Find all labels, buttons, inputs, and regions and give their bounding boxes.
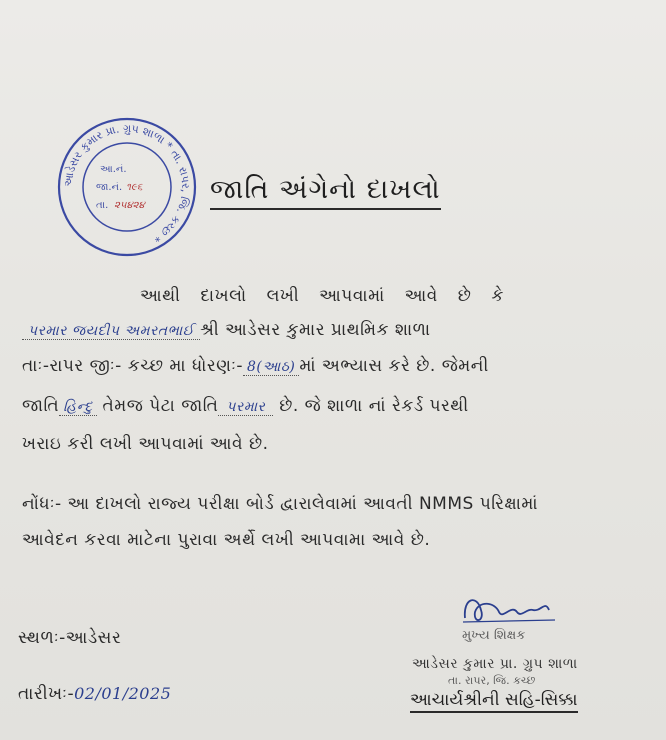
caste-label: જાતિ (22, 396, 60, 416)
std-value: 8(આઠ) (243, 359, 299, 376)
taluka-text: તાઃ-રાપર જીઃ- કચ્છ મા ધોરણઃ- (22, 356, 244, 376)
signature-taluka: તા. રાપર, જિ. કચ્છ (448, 674, 536, 687)
signature-mark (455, 590, 565, 630)
subcaste-value: પરમાર (218, 399, 273, 416)
caste-value: હિન્દુ (59, 399, 96, 416)
stamp-line1: આ.નં. (100, 164, 127, 175)
subcaste-label: તેમજ પેટા જાતિ (102, 396, 219, 416)
place: સ્થળઃ-આડેસર (18, 628, 122, 648)
body-line4-rest: છે. જે શાળા નાં રેકર્ડ પરથી (279, 396, 469, 416)
student-name: પરમાર જયદીપ અમરતભાઈ (22, 323, 200, 340)
stamp-line3-value: ૨૫૪૨૪ (114, 200, 145, 211)
stamp-line3-label: તા. (96, 200, 109, 211)
note-line2: આવેદન કરવા માટેના પુરાવા અર્થે લખી આપવામા આવે છે. (22, 530, 431, 550)
body-line3-rest: માં અભ્યાસ કરે છે. જેમની (299, 356, 489, 376)
date-value: 02/01/2025 (74, 684, 172, 703)
school-stamp (56, 116, 198, 258)
stamp-line2-label: જા.નં. (96, 182, 123, 193)
stamp-ring-text: આડેસર કુમાર પ્રા. ગ્રુપ શાળા * તા. રાપર, જિ. કચ્છ * (61, 121, 193, 245)
signature-school: આડેસર કુમાર પ્રા. ગ્રુપ શાળા (412, 656, 578, 672)
stamp-line2-value: ૧૯૬ (126, 182, 143, 193)
signature-role: મુખ્ય શિક્ષક (462, 628, 526, 643)
date-label: તારીખઃ- (18, 684, 75, 704)
sign-seal-label: આચાર્યશ્રીની સહિ-સિક્કા (410, 690, 578, 713)
body-line1: આથી દાખલો લખી આપવામાં આવે છે કે (140, 286, 504, 306)
body-line5: ખરાઇ કરી લખી આપવામાં આવે છે. (22, 434, 269, 454)
page-title: જાતિ અંગેનો દાખલો (210, 174, 441, 210)
note-line1: નોંધઃ- આ દાખલો રાજ્ય પરીક્ષા બોર્ડ દ્વારાલેવામાં આવતી NMMS પરિક્ષામાં (22, 494, 539, 514)
school-name: શ્રી આડેસર કુમાર પ્રાથમિક શાળા (200, 320, 431, 340)
